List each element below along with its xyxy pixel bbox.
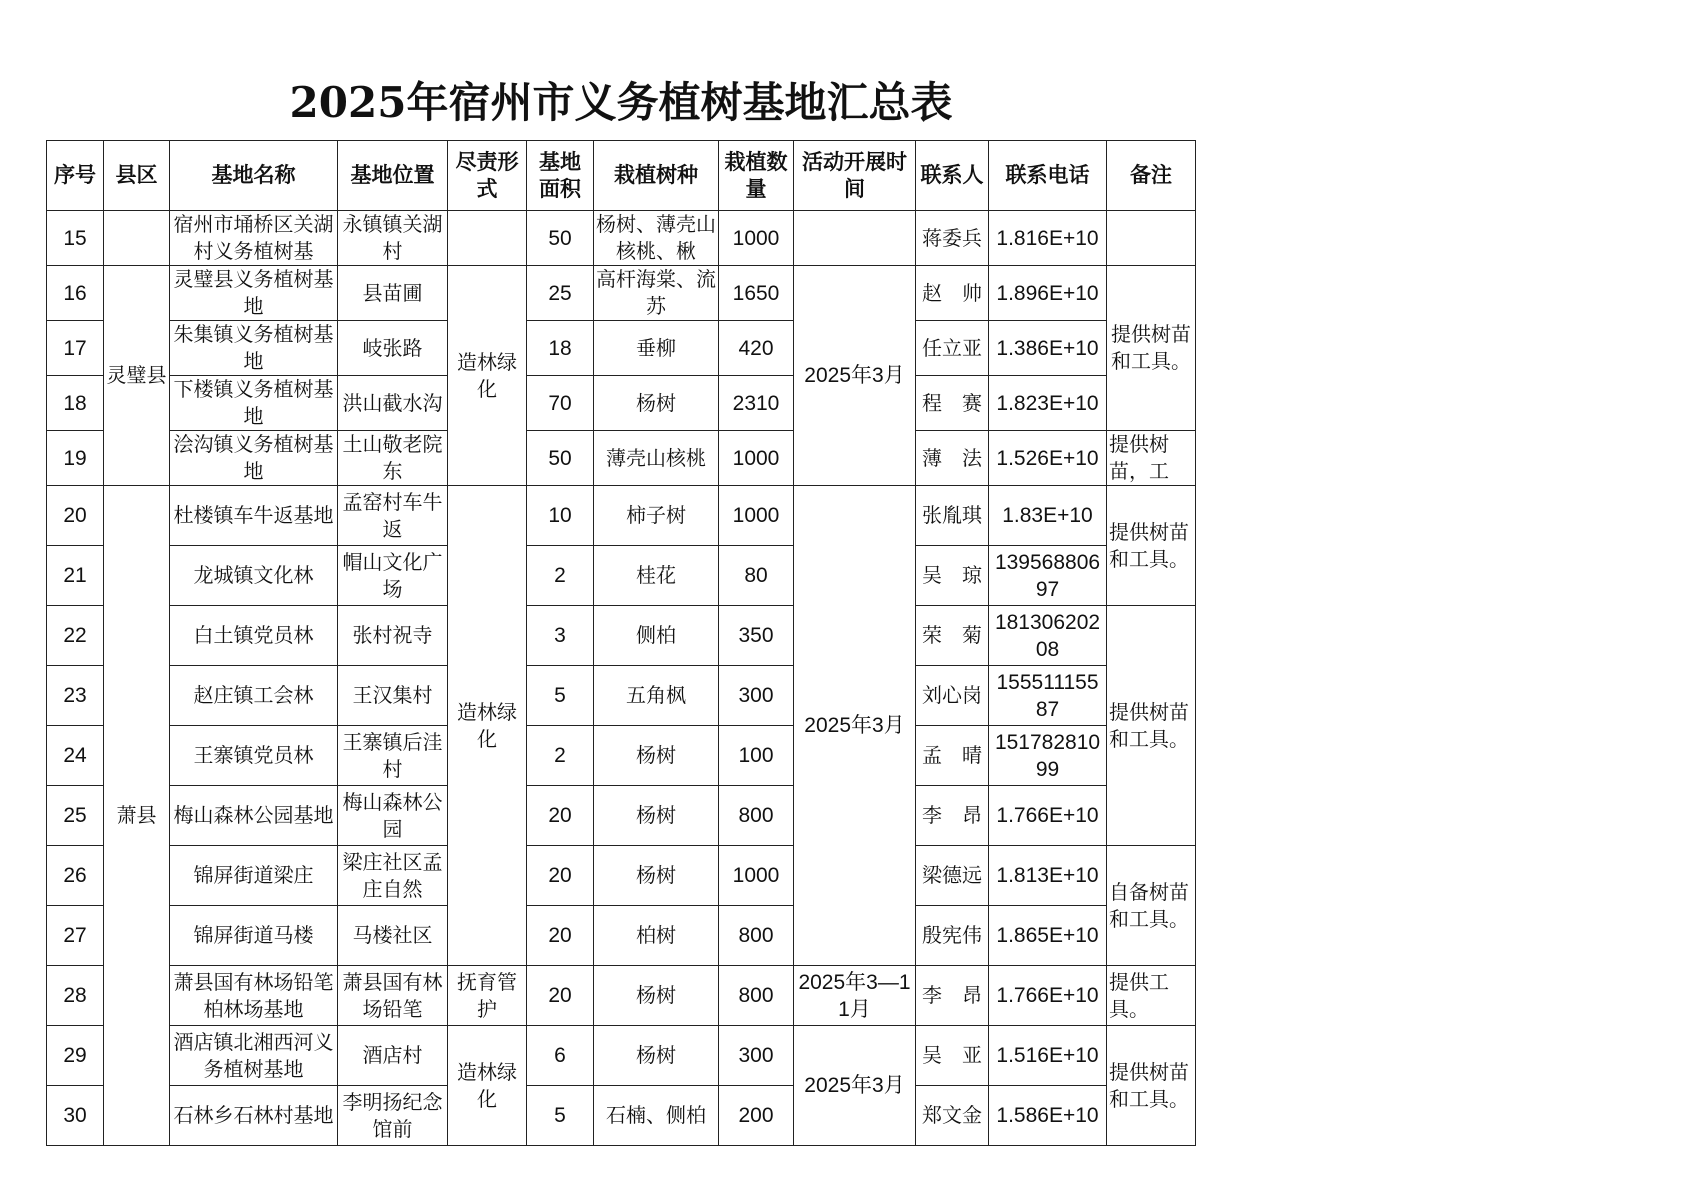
phone-cell: 1.526E+10 bbox=[989, 431, 1107, 486]
contact-cell: 赵 帅 bbox=[916, 266, 989, 321]
note-cell: 提供树苗和工具。 bbox=[1107, 606, 1196, 846]
area-cell: 20 bbox=[527, 906, 594, 966]
note-cell: 自备树苗和工具。 bbox=[1107, 846, 1196, 966]
county-cell: 萧县 bbox=[104, 486, 170, 1146]
table-row bbox=[47, 906, 1196, 966]
species-cell: 杨树 bbox=[594, 966, 719, 1026]
table-row bbox=[47, 846, 1196, 906]
phone-cell: 1.586E+10 bbox=[989, 1086, 1107, 1146]
header-note: 备注 bbox=[1107, 141, 1196, 211]
contact-cell: 张胤琪 bbox=[916, 486, 989, 546]
location-cell: 孟窑村车牛返 bbox=[338, 486, 448, 546]
location-cell: 张村祝寺 bbox=[338, 606, 448, 666]
quantity-cell: 800 bbox=[719, 786, 794, 846]
phone-cell: 15178281099 bbox=[989, 726, 1107, 786]
name-cell: 灵璧县义务植树基地 bbox=[170, 266, 338, 321]
species-cell: 杨树 bbox=[594, 726, 719, 786]
note-cell: 提供树苗和工具。 bbox=[1107, 486, 1196, 606]
area-cell: 20 bbox=[527, 786, 594, 846]
contact-cell: 郑文金 bbox=[916, 1086, 989, 1146]
area-cell: 50 bbox=[527, 211, 594, 266]
quantity-cell: 1000 bbox=[719, 431, 794, 486]
note-cell bbox=[1107, 211, 1196, 266]
location-cell: 王汉集村 bbox=[338, 666, 448, 726]
name-cell: 白土镇党员林 bbox=[170, 606, 338, 666]
species-cell: 杨树 bbox=[594, 1026, 719, 1086]
seq-cell: 26 bbox=[47, 846, 104, 906]
location-cell: 岐张路 bbox=[338, 321, 448, 376]
area-cell: 10 bbox=[527, 486, 594, 546]
seq-cell: 19 bbox=[47, 431, 104, 486]
area-cell: 20 bbox=[527, 966, 594, 1026]
phone-cell: 1.816E+10 bbox=[989, 211, 1107, 266]
quantity-cell: 1000 bbox=[719, 486, 794, 546]
location-cell: 洪山截水沟 bbox=[338, 376, 448, 431]
contact-cell: 刘心岗 bbox=[916, 666, 989, 726]
location-cell: 永镇镇关湖村 bbox=[338, 211, 448, 266]
name-cell: 下楼镇义务植树基地 bbox=[170, 376, 338, 431]
form-cell: 造林绿化 bbox=[448, 1026, 527, 1146]
header-seq: 序号 bbox=[47, 141, 104, 211]
species-cell: 杨树 bbox=[594, 846, 719, 906]
quantity-cell: 1000 bbox=[719, 846, 794, 906]
phone-cell: 1.83E+10 bbox=[989, 486, 1107, 546]
table-row bbox=[47, 266, 1196, 321]
species-cell: 杨树 bbox=[594, 376, 719, 431]
name-cell: 龙城镇文化林 bbox=[170, 546, 338, 606]
seq-cell: 30 bbox=[47, 1086, 104, 1146]
time-cell: 2025年3月 bbox=[794, 266, 916, 486]
header-phone: 联系电话 bbox=[989, 141, 1107, 211]
species-cell: 薄壳山核桃 bbox=[594, 431, 719, 486]
seq-cell: 25 bbox=[47, 786, 104, 846]
header-location: 基地位置 bbox=[338, 141, 448, 211]
table-row bbox=[47, 666, 1196, 726]
phone-cell: 1.823E+10 bbox=[989, 376, 1107, 431]
phone-cell: 1.766E+10 bbox=[989, 966, 1107, 1026]
name-cell: 锦屏街道梁庄 bbox=[170, 846, 338, 906]
phone-cell: 15551115587 bbox=[989, 666, 1107, 726]
area-cell: 50 bbox=[527, 431, 594, 486]
species-cell: 侧柏 bbox=[594, 606, 719, 666]
form-cell: 造林绿化 bbox=[448, 266, 527, 486]
area-cell: 6 bbox=[527, 1026, 594, 1086]
contact-cell: 任立亚 bbox=[916, 321, 989, 376]
header-contact: 联系人 bbox=[916, 141, 989, 211]
contact-cell: 殷宪伟 bbox=[916, 906, 989, 966]
seq-cell: 17 bbox=[47, 321, 104, 376]
header-form: 尽责形式 bbox=[448, 141, 527, 211]
species-cell: 五角枫 bbox=[594, 666, 719, 726]
table-row bbox=[47, 211, 1196, 266]
location-cell: 萧县国有林场铅笔 bbox=[338, 966, 448, 1026]
header-species: 栽植树种 bbox=[594, 141, 719, 211]
area-cell: 2 bbox=[527, 726, 594, 786]
seq-cell: 27 bbox=[47, 906, 104, 966]
area-cell: 5 bbox=[527, 1086, 594, 1146]
seq-cell: 16 bbox=[47, 266, 104, 321]
location-cell: 李明扬纪念馆前 bbox=[338, 1086, 448, 1146]
name-cell: 石林乡石林村基地 bbox=[170, 1086, 338, 1146]
phone-cell: 13956880697 bbox=[989, 546, 1107, 606]
area-cell: 70 bbox=[527, 376, 594, 431]
planting-base-table bbox=[46, 140, 1196, 1146]
page-title: 2025年宿州市义务植树基地汇总表 bbox=[289, 78, 953, 127]
header-time: 活动开展时间 bbox=[794, 141, 916, 211]
form-cell: 造林绿化 bbox=[448, 486, 527, 966]
species-cell: 柿子树 bbox=[594, 486, 719, 546]
name-cell: 杜楼镇车牛返基地 bbox=[170, 486, 338, 546]
phone-cell: 1.813E+10 bbox=[989, 846, 1107, 906]
name-cell: 锦屏街道马楼 bbox=[170, 906, 338, 966]
seq-cell: 22 bbox=[47, 606, 104, 666]
seq-cell: 23 bbox=[47, 666, 104, 726]
location-cell: 马楼社区 bbox=[338, 906, 448, 966]
county-cell bbox=[104, 211, 170, 266]
name-cell: 王寨镇党员林 bbox=[170, 726, 338, 786]
name-cell: 酒店镇北湘西河义务植树基地 bbox=[170, 1026, 338, 1086]
header-quantity: 栽植数量 bbox=[719, 141, 794, 211]
contact-cell: 孟 晴 bbox=[916, 726, 989, 786]
name-cell: 宿州市埇桥区关湖村义务植树基 bbox=[170, 211, 338, 266]
table-row bbox=[47, 606, 1196, 666]
location-cell: 帽山文化广场 bbox=[338, 546, 448, 606]
name-cell: 浍沟镇义务植树基地 bbox=[170, 431, 338, 486]
header-name: 基地名称 bbox=[170, 141, 338, 211]
quantity-cell: 100 bbox=[719, 726, 794, 786]
table-row bbox=[47, 966, 1196, 1026]
quantity-cell: 1000 bbox=[719, 211, 794, 266]
area-cell: 2 bbox=[527, 546, 594, 606]
table-row bbox=[47, 321, 1196, 376]
table-row bbox=[47, 431, 1196, 486]
time-cell bbox=[794, 211, 916, 266]
quantity-cell: 2310 bbox=[719, 376, 794, 431]
contact-cell: 梁德远 bbox=[916, 846, 989, 906]
phone-cell: 1.516E+10 bbox=[989, 1026, 1107, 1086]
species-cell: 杨树、薄壳山核桃、楸 bbox=[594, 211, 719, 266]
phone-cell: 1.896E+10 bbox=[989, 266, 1107, 321]
table-row bbox=[47, 1026, 1196, 1086]
contact-cell: 蒋委兵 bbox=[916, 211, 989, 266]
header-row bbox=[47, 141, 1196, 211]
species-cell: 垂柳 bbox=[594, 321, 719, 376]
name-cell: 萧县国有林场铅笔柏林场基地 bbox=[170, 966, 338, 1026]
name-cell: 梅山森林公园基地 bbox=[170, 786, 338, 846]
seq-cell: 21 bbox=[47, 546, 104, 606]
species-cell: 高杆海棠、流苏 bbox=[594, 266, 719, 321]
table-row bbox=[47, 1086, 1196, 1146]
seq-cell: 24 bbox=[47, 726, 104, 786]
area-cell: 20 bbox=[527, 846, 594, 906]
note-cell: 提供树苗和工具。 bbox=[1107, 266, 1196, 431]
note-cell: 提供树苗，工 bbox=[1107, 431, 1196, 486]
location-cell: 王寨镇后洼村 bbox=[338, 726, 448, 786]
seq-cell: 20 bbox=[47, 486, 104, 546]
species-cell: 石楠、侧柏 bbox=[594, 1086, 719, 1146]
contact-cell: 李 昂 bbox=[916, 966, 989, 1026]
header-county: 县区 bbox=[104, 141, 170, 211]
area-cell: 18 bbox=[527, 321, 594, 376]
species-cell: 桂花 bbox=[594, 546, 719, 606]
area-cell: 3 bbox=[527, 606, 594, 666]
name-cell: 赵庄镇工会林 bbox=[170, 666, 338, 726]
area-cell: 5 bbox=[527, 666, 594, 726]
note-cell: 提供树苗和工具。 bbox=[1107, 1026, 1196, 1146]
quantity-cell: 350 bbox=[719, 606, 794, 666]
contact-cell: 吴 亚 bbox=[916, 1026, 989, 1086]
species-cell: 柏树 bbox=[594, 906, 719, 966]
contact-cell: 李 昂 bbox=[916, 786, 989, 846]
note-cell: 提供工具。 bbox=[1107, 966, 1196, 1026]
quantity-cell: 300 bbox=[719, 1026, 794, 1086]
species-cell: 杨树 bbox=[594, 786, 719, 846]
time-cell: 2025年3月 bbox=[794, 486, 916, 966]
phone-cell: 1.386E+10 bbox=[989, 321, 1107, 376]
time-cell: 2025年3月 bbox=[794, 1026, 916, 1146]
contact-cell: 薄 法 bbox=[916, 431, 989, 486]
location-cell: 县苗圃 bbox=[338, 266, 448, 321]
location-cell: 土山敬老院东 bbox=[338, 431, 448, 486]
table-row bbox=[47, 546, 1196, 606]
quantity-cell: 80 bbox=[719, 546, 794, 606]
county-cell: 灵璧县 bbox=[104, 266, 170, 486]
time-cell: 2025年3—11月 bbox=[794, 966, 916, 1026]
quantity-cell: 200 bbox=[719, 1086, 794, 1146]
location-cell: 酒店村 bbox=[338, 1026, 448, 1086]
seq-cell: 18 bbox=[47, 376, 104, 431]
phone-cell: 1.766E+10 bbox=[989, 786, 1107, 846]
table-row bbox=[47, 726, 1196, 786]
phone-cell: 1.865E+10 bbox=[989, 906, 1107, 966]
header-area: 基地面积 bbox=[527, 141, 594, 211]
table-row bbox=[47, 486, 1196, 546]
contact-cell: 荣 菊 bbox=[916, 606, 989, 666]
phone-cell: 18130620208 bbox=[989, 606, 1107, 666]
location-cell: 梁庄社区孟庄自然 bbox=[338, 846, 448, 906]
quantity-cell: 300 bbox=[719, 666, 794, 726]
area-cell: 25 bbox=[527, 266, 594, 321]
name-cell: 朱集镇义务植树基地 bbox=[170, 321, 338, 376]
quantity-cell: 800 bbox=[719, 906, 794, 966]
quantity-cell: 420 bbox=[719, 321, 794, 376]
quantity-cell: 800 bbox=[719, 966, 794, 1026]
table-row bbox=[47, 376, 1196, 431]
seq-cell: 29 bbox=[47, 1026, 104, 1086]
form-cell bbox=[448, 211, 527, 266]
quantity-cell: 1650 bbox=[719, 266, 794, 321]
contact-cell: 吴 琼 bbox=[916, 546, 989, 606]
table-row bbox=[47, 786, 1196, 846]
seq-cell: 28 bbox=[47, 966, 104, 1026]
seq-cell: 15 bbox=[47, 211, 104, 266]
location-cell: 梅山森林公园 bbox=[338, 786, 448, 846]
contact-cell: 程 赛 bbox=[916, 376, 989, 431]
form-cell: 抚育管护 bbox=[448, 966, 527, 1026]
